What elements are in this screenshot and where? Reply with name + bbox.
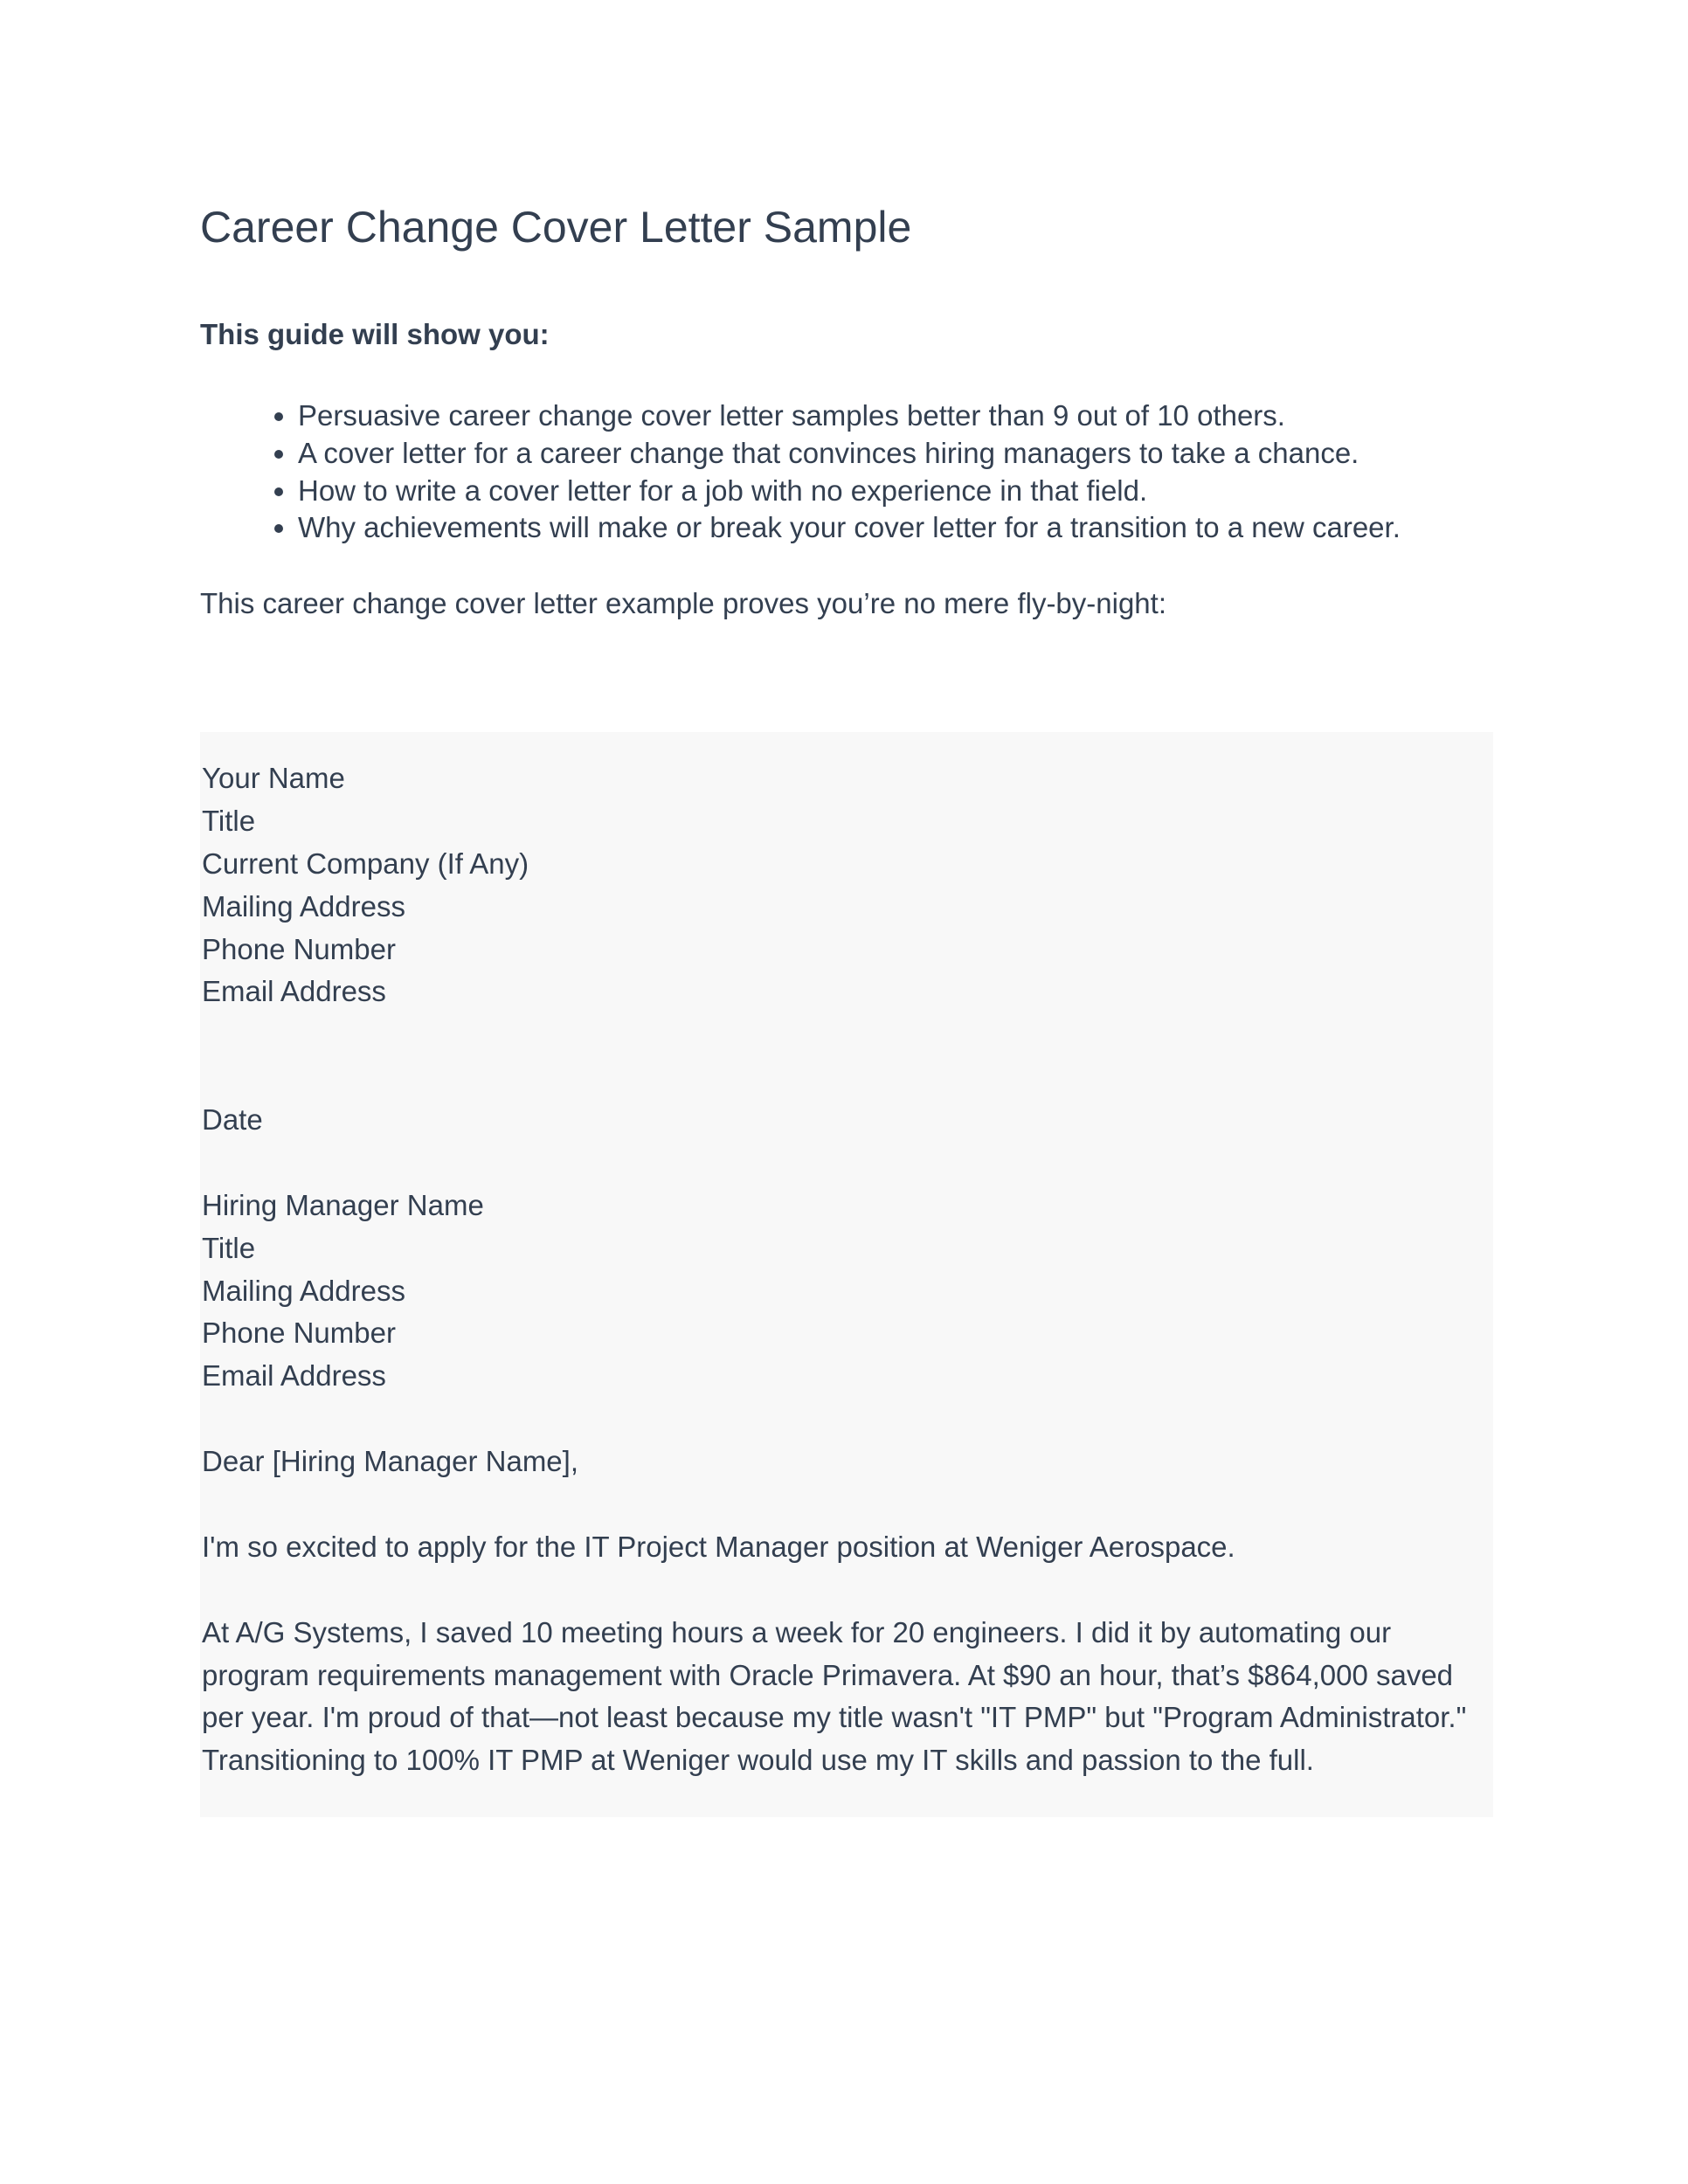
sender-name-line: Your Name: [202, 762, 345, 795]
lead-paragraph: This career change cover letter example proves you’re no mere fly-by-night:: [200, 587, 1166, 620]
recipient-title-line: Title: [202, 1231, 256, 1264]
sender-address-line: Mailing Address: [202, 889, 405, 923]
sender-phone-line: Phone Number: [202, 932, 396, 965]
date-line: Date: [202, 1103, 263, 1137]
letter-paragraph: At A/G Systems, I saved 10 meeting hours a week for 20 engineers. I did it by automating our program requirements management with Oracle Primavera. At $90 an hour, that’s $864,000 saved per year. I'm proud of that—not least because my title wasn't "IT PMP" but "Program Administrator." Transitioning to 100% IT PMP at Weniger would use my IT skills and passion to the full.: [202, 1615, 1467, 1777]
sender-email-line: Email Address: [202, 975, 386, 1008]
guide-heading: This guide will show you:: [200, 317, 550, 350]
bullet-item: • How to write a cover letter for a job with no experience in that field.: [298, 473, 1493, 510]
sender-company-line: Current Company (If Any): [202, 847, 529, 880]
letter-paragraph-block: [202, 1612, 1490, 1782]
content-column: [200, 203, 1493, 1817]
recipient-name-line: Hiring Manager Name: [202, 1189, 484, 1221]
page-title: Career Change Cover Letter Sample: [200, 203, 912, 252]
date-block: [202, 1099, 1490, 1142]
bullet-item: • Persuasive career change cover letter samples better than 9 out of 10 others.: [298, 397, 1493, 435]
sender-title-line: Title: [202, 805, 256, 838]
bullet-item: • Why achievements will make or break your cover letter for a transition to a new career.: [298, 509, 1493, 547]
bullet-item: • A cover letter for a career change that convinces hiring managers to take a chance.: [298, 435, 1493, 473]
salutation-block: [202, 1441, 1490, 1483]
letter-paragraph: I'm so excited to apply for the IT Project Manager position at Weniger Aerospace.: [202, 1530, 1235, 1563]
cover-letter-sample-box: [200, 732, 1493, 1817]
recipient-block: [202, 1185, 1490, 1398]
sender-block: [202, 757, 1490, 1013]
guide-bullet-list: [200, 397, 1493, 548]
recipient-phone-line: Phone Number: [202, 1317, 396, 1350]
letter-paragraph-block: [202, 1526, 1490, 1569]
salutation-line: Dear [Hiring Manager Name],: [202, 1445, 578, 1478]
recipient-email-line: Email Address: [202, 1359, 386, 1393]
recipient-address-line: Mailing Address: [202, 1274, 405, 1307]
